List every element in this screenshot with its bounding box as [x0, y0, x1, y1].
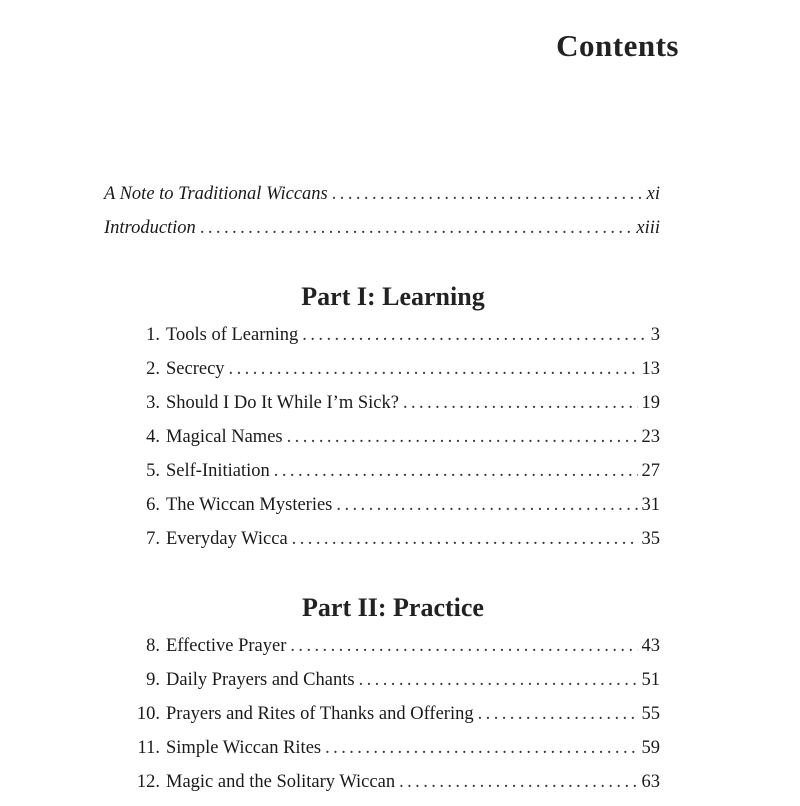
toc-page-number: 19	[641, 393, 660, 413]
toc-page-number: 23	[641, 427, 660, 447]
toc-page-number: 55	[641, 704, 660, 724]
chapter-number: 12.	[136, 772, 160, 792]
chapter-number: 11.	[137, 738, 160, 758]
dot-leader	[274, 458, 638, 484]
toc-entry-chapter[interactable]	[132, 769, 660, 795]
toc-entry-label: Daily Prayers and Chants	[166, 670, 355, 690]
toc-entry-chapter[interactable]	[132, 735, 660, 761]
toc-page-number: xi	[646, 184, 660, 204]
dot-leader	[229, 356, 638, 382]
toc-entry-chapter[interactable]	[132, 667, 660, 693]
toc-entry-introduction[interactable]	[104, 215, 660, 241]
chapter-number: 5.	[146, 461, 160, 481]
chapter-number: 4.	[146, 427, 160, 447]
part-heading-learning: Part I: Learning	[301, 282, 485, 311]
chapter-number: 6.	[146, 495, 160, 515]
dot-leader	[403, 390, 638, 416]
toc-entry-note[interactable]	[104, 181, 660, 207]
toc-entry-label: Magical Names	[166, 427, 283, 447]
chapter-number: 3.	[146, 393, 160, 413]
toc-entry-chapter[interactable]	[132, 458, 660, 484]
part-heading-practice: Part II: Practice	[302, 593, 484, 622]
dot-leader	[325, 735, 637, 761]
toc-entry-label: Tools of Learning	[166, 325, 299, 345]
page-title: Contents	[556, 28, 679, 63]
dot-leader	[359, 667, 638, 693]
dot-leader	[332, 181, 643, 207]
toc-page-number: 51	[641, 670, 660, 690]
dot-leader	[287, 424, 638, 450]
dot-leader	[478, 701, 638, 727]
toc-entry-label: Everyday Wicca	[166, 529, 288, 549]
toc-entry-label: Introduction	[104, 218, 196, 238]
dot-leader	[292, 526, 638, 552]
toc-entry-label: Simple Wiccan Rites	[166, 738, 322, 758]
toc-entry-chapter[interactable]	[132, 356, 660, 382]
chapter-number: 2.	[146, 359, 160, 379]
dot-leader	[302, 322, 646, 348]
toc-entry-chapter[interactable]	[132, 390, 660, 416]
toc-entry-label: Magic and the Solitary Wiccan	[166, 772, 396, 792]
toc-page-number: 3	[650, 325, 660, 345]
dot-leader	[336, 492, 637, 518]
toc-page-number: 35	[641, 529, 660, 549]
dot-leader	[399, 769, 637, 795]
chapter-number: 8.	[146, 636, 160, 656]
chapter-number: 9.	[146, 670, 160, 690]
toc-page-number: 13	[641, 359, 660, 379]
toc-page-number: 31	[641, 495, 660, 515]
dot-leader	[200, 215, 633, 241]
toc-page-number: 59	[641, 738, 660, 758]
toc-entry-label: Prayers and Rites of Thanks and Offering	[166, 704, 474, 724]
toc-entry-chapter[interactable]	[132, 526, 660, 552]
chapter-number: 1.	[146, 325, 160, 345]
toc-entry-chapter[interactable]	[132, 322, 660, 348]
dot-leader	[290, 633, 637, 659]
toc-page-number: 27	[641, 461, 660, 481]
toc-page-number: 63	[641, 772, 660, 792]
toc-entry-label: Should I Do It While I’m Sick?	[166, 393, 399, 413]
toc-entry-label: Effective Prayer	[166, 636, 287, 656]
toc-entry-label: A Note to Traditional Wiccans	[104, 184, 328, 204]
toc-page-number: 43	[641, 636, 660, 656]
toc-entry-label: Secrecy	[166, 359, 225, 379]
toc-entry-label: The Wiccan Mysteries	[166, 495, 333, 515]
chapter-number: 10.	[136, 704, 160, 724]
toc-page-number: xiii	[636, 218, 660, 238]
toc-entry-chapter[interactable]	[132, 424, 660, 450]
toc-entry-chapter[interactable]	[132, 701, 660, 727]
chapter-number: 7.	[146, 529, 160, 549]
toc-entry-chapter[interactable]	[132, 492, 660, 518]
toc-entry-chapter[interactable]	[132, 633, 660, 659]
toc-entry-label: Self-Initiation	[166, 461, 270, 481]
